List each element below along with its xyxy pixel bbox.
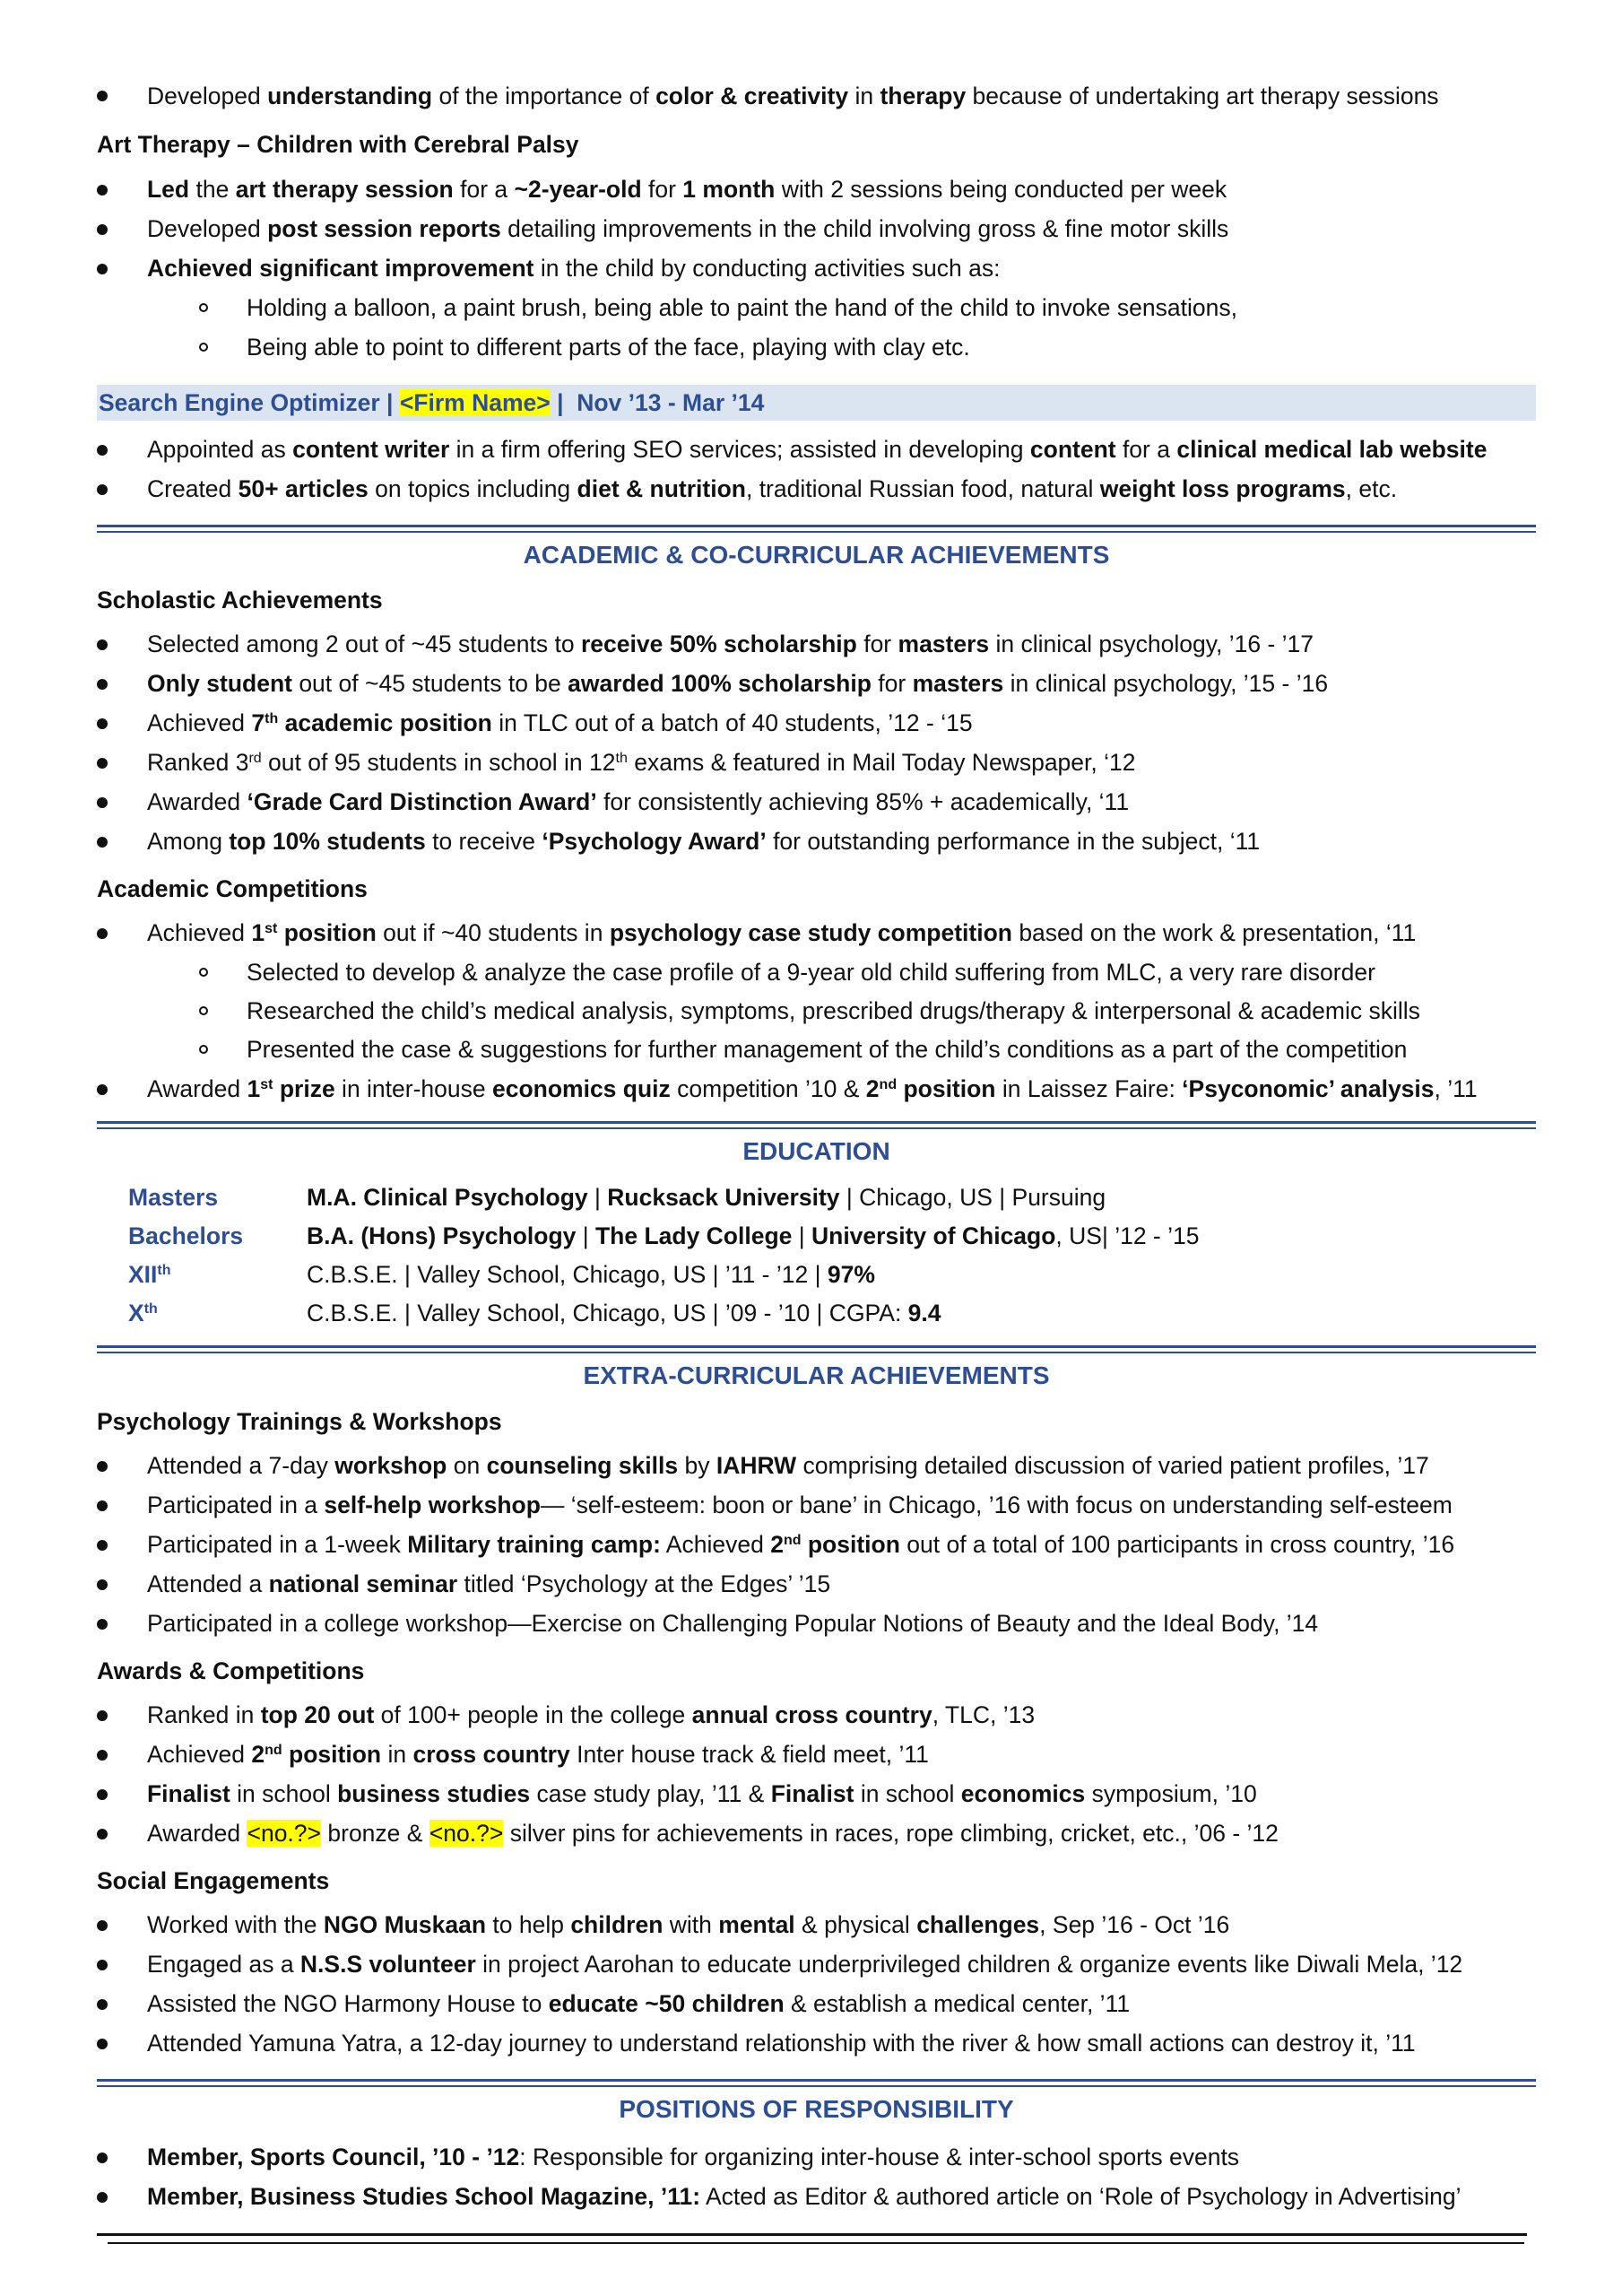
text-run: for outstanding performance in the subject, ‘11 <box>766 828 1261 855</box>
bold-text: Rucksack University <box>607 1184 840 1211</box>
bold-text: 97% <box>827 1261 875 1288</box>
competitions-heading: Academic Competitions <box>97 875 368 902</box>
footer-rule <box>108 2242 1524 2244</box>
scholastic-bullet <box>147 624 1314 664</box>
text-run: , traditional Russian food, natural <box>745 475 1100 502</box>
section-divider <box>97 1352 1536 1353</box>
text-run: out of 95 students in school in 12 <box>261 749 616 776</box>
bullet-icon <box>97 1829 108 1839</box>
text-run: : Responsible for organizing inter-house & inter-school sports events <box>519 2144 1240 2170</box>
education-level-label: Masters <box>128 1184 219 1211</box>
education-detail <box>307 1293 941 1333</box>
scholastic-bullet <box>147 703 973 743</box>
bullet-icon <box>97 718 108 729</box>
job-title-bar <box>97 385 1536 421</box>
competition-bullet <box>147 913 1416 952</box>
text-run: symposium, ’10 <box>1085 1780 1257 1807</box>
social-bullet <box>147 1984 1130 2023</box>
job-title: Search Engine Optimizer | <box>99 389 400 416</box>
text-run: detailing improvements in the child involving gross & fine motor skills <box>500 215 1229 242</box>
bullet-icon <box>97 1500 108 1511</box>
bold-text: 1 <box>251 919 265 946</box>
text-run: in project Aarohan to educate underprivileged children & organize events like Diwali Mela, ’12 <box>475 1951 1463 1978</box>
bullet-icon <box>97 224 108 235</box>
placeholder-highlight: <no.?> <box>247 1820 322 1847</box>
bullet-icon <box>97 2039 108 2049</box>
bold-text: 1 month <box>682 176 776 203</box>
bullet-icon <box>97 1920 108 1931</box>
text-run: | <box>587 1184 608 1211</box>
text-run: with 2 sessions being conducted per week <box>775 176 1227 203</box>
text-run: & physical <box>794 1911 917 1938</box>
bold-text: position <box>801 1531 900 1558</box>
art-therapy-bullet <box>147 170 1227 209</box>
bold-text: th <box>265 711 279 726</box>
text-run: out if ~40 students in <box>376 919 610 946</box>
scholastic-heading: Scholastic Achievements <box>97 587 383 613</box>
bold-text: therapy <box>880 83 967 109</box>
bold-text: nd <box>783 1533 802 1548</box>
text-run: out of a total of 100 participants in cross country, ’16 <box>899 1531 1455 1558</box>
bold-text: 2 <box>770 1531 784 1558</box>
bold-text: content writer <box>292 436 450 463</box>
bullet-icon <box>97 1960 108 1970</box>
text-run: Developed <box>147 215 268 242</box>
text-run: for <box>856 631 898 657</box>
text-run: in school <box>854 1780 961 1807</box>
education-level-label: XIIth <box>128 1261 171 1288</box>
text-run: th <box>615 751 628 766</box>
training-bullet <box>147 1604 1318 1643</box>
scholastic-bullet <box>147 664 1328 703</box>
art-therapy-bullet <box>147 209 1228 248</box>
bold-text: st <box>260 1077 273 1092</box>
bold-text: Member, Sports Council, ’10 - ’12 <box>147 2144 520 2170</box>
sub-bullet-icon <box>199 343 208 352</box>
bold-text: business studies <box>337 1780 531 1807</box>
text-run: for <box>871 670 913 697</box>
text-run: Attended a <box>147 1570 269 1597</box>
text-run: | Chicago, US | Pursuing <box>839 1184 1106 1211</box>
training-bullet <box>147 1564 830 1604</box>
text-run: the <box>189 176 236 203</box>
bold-text: top 10% students <box>229 828 426 855</box>
bullet-icon <box>97 758 108 769</box>
social-heading: Social Engagements <box>97 1867 330 1894</box>
social-bullet <box>147 1905 1229 1944</box>
award-bullet <box>147 1695 1035 1735</box>
bold-text: economics quiz <box>491 1075 671 1102</box>
scholastic-bullet <box>147 782 1129 822</box>
seo-bullet <box>147 469 1397 509</box>
footer-rule <box>97 2233 1527 2236</box>
text-run: Ranked 3 <box>147 749 249 776</box>
section-divider <box>97 531 1536 533</box>
bullet-icon <box>97 837 108 848</box>
social-bullet <box>147 1944 1462 1984</box>
text-run: competition ’10 & <box>670 1075 866 1102</box>
text-run: Attended a 7-day <box>147 1452 335 1479</box>
text-run: in <box>848 83 880 109</box>
seo-bullet <box>147 430 1487 469</box>
text-run: Appointed as <box>147 436 293 463</box>
text-run: Awarded <box>147 788 247 815</box>
bold-text: University of Chicago <box>811 1222 1056 1249</box>
text-run: Ranked in <box>147 1701 261 1728</box>
award-bullet <box>147 1735 929 1774</box>
text-run: Selected among 2 out of ~45 students to <box>147 631 581 657</box>
text-run: in school <box>230 1780 338 1807</box>
text-run: comprising detailed discussion of varied patient profiles, ’17 <box>796 1452 1429 1479</box>
bold-text: position <box>897 1075 996 1102</box>
bold-text: 2 <box>865 1075 880 1102</box>
bold-text: art therapy session <box>235 176 454 203</box>
art-therapy-sub-bullet: Being able to point to different parts of the face, playing with clay etc. <box>247 334 970 361</box>
bullet-icon <box>97 1999 108 2010</box>
text-run: in clinical psychology, ’15 - ’16 <box>1003 670 1329 697</box>
text-run: of 100+ people in the college <box>374 1701 692 1728</box>
text-run: by <box>678 1452 716 1479</box>
bullet-icon <box>97 1789 108 1800</box>
bullet-icon <box>97 1084 108 1095</box>
bold-text: workshop <box>334 1452 447 1479</box>
bullet-icon <box>97 928 108 939</box>
award-bullet <box>147 1774 1257 1813</box>
bullet-icon <box>97 1750 108 1761</box>
bold-text: Finalist <box>147 1780 230 1807</box>
text-run: Participated in a college workshop—Exercise on Challenging Popular Notions of Beauty and the Ideal Body, ’14 <box>147 1610 1319 1637</box>
bullet-icon <box>97 639 108 650</box>
bold-text: N.S.S volunteer <box>299 1951 476 1978</box>
education-section-title: EDUCATION <box>742 1137 890 1165</box>
text-run: Attended Yamuna Yatra, a 12-day journey to understand relationship with the river & how small actions can destroy it, ’11 <box>147 2030 1416 2057</box>
bold-text: self-help workshop <box>324 1492 541 1518</box>
bold-text: Member, Business Studies School Magazine, ’11: <box>147 2183 701 2210</box>
text-run: rd <box>248 751 262 766</box>
text-run: for a <box>1115 436 1177 463</box>
text-run: Achieved <box>147 919 252 946</box>
education-detail <box>307 1178 1106 1217</box>
text-run: bronze & <box>321 1820 429 1847</box>
text-run: & establish a medical center, ’11 <box>784 1990 1131 2017</box>
extra-section-title: EXTRA-CURRICULAR ACHIEVEMENTS <box>583 1361 1050 1389</box>
bold-text: counseling skills <box>486 1452 679 1479</box>
bullet-icon <box>97 1619 108 1630</box>
bullet-icon <box>97 91 108 101</box>
text-run: Acted as Editor & authored article on ‘Role of Psychology in Advertising’ <box>700 2183 1462 2210</box>
bold-text: color & creativity <box>655 83 849 109</box>
bold-text: masters <box>898 631 990 657</box>
bold-text: diet & nutrition <box>577 475 746 502</box>
bold-text: position <box>282 1741 382 1768</box>
text-run: Worked with the <box>147 1911 324 1938</box>
text-run: case study play, ’11 & <box>530 1780 771 1807</box>
text-run: exams & featured in Mail Today Newspaper, ‘12 <box>627 749 1136 776</box>
education-detail <box>307 1216 1199 1256</box>
text-run: in a firm offering SEO services; assisted in developing <box>449 436 1030 463</box>
bold-text: children <box>570 1911 664 1938</box>
bullet-icon <box>97 1579 108 1590</box>
education-detail <box>307 1255 875 1294</box>
bold-text: receive 50% scholarship <box>580 631 857 657</box>
bold-text: academic position <box>278 709 492 736</box>
competition-bullet <box>147 1069 1478 1109</box>
academic-section-title: ACADEMIC & CO-CURRICULAR ACHIEVEMENTS <box>523 541 1110 569</box>
text-run: silver pins for achievements in races, rope climbing, cricket, etc., ’06 - ’12 <box>503 1820 1279 1847</box>
text-run: Developed <box>147 83 268 109</box>
competition-sub-bullet: Presented the case & suggestions for further management of the child’s conditions as a part of the competition <box>247 1036 1408 1063</box>
section-divider <box>97 2079 1536 2082</box>
bold-text: annual cross country <box>691 1701 932 1728</box>
bullet-icon <box>97 445 108 456</box>
text-run: for <box>641 176 683 203</box>
text-run: , Sep ’16 - Oct ’16 <box>1039 1911 1230 1938</box>
award-bullet <box>147 1813 1279 1853</box>
text-run: in Laissez Faire: <box>995 1075 1183 1102</box>
text-run: , US| ’12 - ’15 <box>1055 1222 1200 1249</box>
bullet-icon <box>97 2192 108 2203</box>
text-run: in inter-house <box>334 1075 492 1102</box>
text-run: in TLC out of a batch of 40 students, ’12 - ‘15 <box>491 709 973 736</box>
bold-text: B.A. (Hons) Psychology <box>307 1222 577 1249</box>
bold-text: post session reports <box>267 215 501 242</box>
text-run: Assisted the NGO Harmony House to <box>147 1990 549 2017</box>
bold-text: prize <box>273 1075 335 1102</box>
section-divider <box>97 1127 1536 1129</box>
position-bullet <box>147 2137 1239 2177</box>
bold-text: ~2-year-old <box>514 176 642 203</box>
text-run: Achieved <box>147 1741 252 1768</box>
bold-text: Achieved significant improvement <box>147 255 534 282</box>
social-bullet <box>147 2023 1416 2063</box>
job-dates: | Nov ’13 - Mar ’14 <box>550 389 765 416</box>
bold-text: psychology case study competition <box>609 919 1012 946</box>
bold-text: awarded 100% scholarship <box>568 670 872 697</box>
text-run: on <box>447 1452 487 1479</box>
section-divider <box>97 1121 1536 1124</box>
bold-text: 9.4 <box>907 1300 941 1326</box>
text-run: Participated in a <box>147 1492 325 1518</box>
bold-text: challenges <box>916 1911 1040 1938</box>
text-run: in <box>381 1741 413 1768</box>
top-bullet-text <box>147 76 1439 116</box>
text-run: in the child by conducting activities such as: <box>533 255 1001 282</box>
awards-heading: Awards & Competitions <box>97 1657 365 1684</box>
bold-text: 7 <box>251 709 265 736</box>
text-run: Achieved <box>147 709 252 736</box>
text-run: of the importance of <box>432 83 656 109</box>
bold-text: Military training camp: <box>407 1531 661 1558</box>
training-bullet <box>147 1446 1429 1485</box>
text-run: Engaged as a <box>147 1951 300 1978</box>
placeholder-highlight: <no.?> <box>429 1820 504 1847</box>
text-run: Inter house track & field meet, ’11 <box>569 1741 929 1768</box>
bullet-icon <box>97 264 108 274</box>
bullet-icon <box>97 1710 108 1721</box>
sub-bullet-icon <box>199 303 208 312</box>
bold-text: position <box>277 919 377 946</box>
bold-text: Led <box>147 176 190 203</box>
text-run: | <box>576 1222 595 1249</box>
text-run: Awarded <box>147 1075 247 1102</box>
scholastic-bullet <box>147 743 1135 782</box>
text-run: in clinical psychology, ’16 - ’17 <box>989 631 1314 657</box>
text-run: Achieved <box>660 1531 771 1558</box>
sub-bullet-icon <box>199 968 208 977</box>
text-run: on topics including <box>368 475 577 502</box>
text-run: C.B.S.E. | Valley School, Chicago, US | ’09 - ’10 | CGPA: <box>307 1300 908 1326</box>
text-run: for a <box>453 176 515 203</box>
bold-text: IAHRW <box>716 1452 797 1479</box>
bold-text: st <box>265 921 278 936</box>
bold-text: cross country <box>412 1741 570 1768</box>
bold-text: mental <box>718 1911 795 1938</box>
bold-text: top 20 out <box>260 1701 375 1728</box>
education-level-label: Xth <box>128 1300 158 1326</box>
bullet-icon <box>97 484 108 495</box>
bold-text: national seminar <box>268 1570 458 1597</box>
section-divider <box>97 525 1536 527</box>
text-run: titled ‘Psychology at the Edges’ ’15 <box>457 1570 831 1597</box>
training-bullet <box>147 1525 1454 1564</box>
text-run: , TLC, ’13 <box>932 1701 1036 1728</box>
bullet-icon <box>97 797 108 808</box>
bold-text: clinical medical lab website <box>1176 436 1488 463</box>
bold-text: M.A. Clinical Psychology <box>307 1184 588 1211</box>
bullet-icon <box>97 185 108 196</box>
bold-text: ‘Psychology Award’ <box>542 828 767 855</box>
bold-text: masters <box>912 670 1004 697</box>
art-therapy-sub-bullet: Holding a balloon, a paint brush, being able to paint the hand of the child to invoke sensations, <box>247 294 1237 321</box>
positions-section-title: POSITIONS OF RESPONSIBILITY <box>619 2095 1014 2123</box>
bold-text: 1 <box>247 1075 261 1102</box>
competition-sub-bullet: Researched the child’s medical analysis, symptoms, prescribed drugs/therapy & interpersonal & academic skills <box>247 997 1420 1024</box>
bold-text: nd <box>879 1077 898 1092</box>
trainings-heading: Psychology Trainings & Workshops <box>97 1408 502 1435</box>
text-run: Created <box>147 475 239 502</box>
text-run: because of undertaking art therapy sessions <box>966 83 1439 109</box>
sub-bullet-icon <box>199 1006 208 1015</box>
text-run: C.B.S.E. | Valley School, Chicago, US | ’11 - ’12 | <box>307 1261 828 1288</box>
text-run: , ’11 <box>1434 1075 1478 1102</box>
bullet-icon <box>97 2152 108 2163</box>
text-run: for consistently achieving 85% + academically, ‘11 <box>596 788 1130 815</box>
bold-text: The Lady College <box>594 1222 793 1249</box>
bold-text: ‘Psyconomic’ analysis <box>1182 1075 1435 1102</box>
text-run: — ‘self-esteem: boon or bane’ in Chicago, ’16 with focus on understanding self-esteem <box>540 1492 1453 1518</box>
bold-text: understanding <box>267 83 433 109</box>
bullet-icon <box>97 1540 108 1551</box>
training-bullet <box>147 1485 1453 1525</box>
text-run: | <box>792 1222 811 1249</box>
position-bullet <box>147 2177 1462 2216</box>
bold-text: 50+ articles <box>238 475 369 502</box>
bold-text: NGO Muskaan <box>323 1911 487 1938</box>
text-run: Awarded <box>147 1820 247 1847</box>
sub-bullet-icon <box>199 1045 208 1054</box>
art-therapy-bullet <box>147 248 1000 288</box>
text-run: based on the work & presentation, ‘11 <box>1011 919 1417 946</box>
bold-text: ‘Grade Card Distinction Award’ <box>247 788 597 815</box>
text-run: with <box>663 1911 719 1938</box>
bullet-icon <box>97 679 108 690</box>
text-run: , etc. <box>1345 475 1398 502</box>
bold-text: 2 <box>251 1741 265 1768</box>
text-run: to help <box>486 1911 571 1938</box>
competition-sub-bullet: Selected to develop & analyze the case profile of a 9-year old child suffering from MLC, a very rare disorder <box>247 959 1375 986</box>
education-level-label: Bachelors <box>128 1222 244 1249</box>
bold-text: Finalist <box>770 1780 854 1807</box>
bold-text: economics <box>960 1780 1086 1807</box>
section-divider <box>97 2085 1536 2087</box>
art-therapy-heading: Art Therapy – Children with Cerebral Palsy <box>97 131 579 158</box>
bullet-icon <box>97 1461 108 1472</box>
text-run: Among <box>147 828 230 855</box>
text-run: Participated in a 1-week <box>147 1531 408 1558</box>
bold-text: content <box>1029 436 1116 463</box>
section-divider <box>97 1345 1536 1348</box>
bold-text: Only student <box>147 670 292 697</box>
bold-text: educate ~50 children <box>548 1990 785 2017</box>
bold-text: weight loss programs <box>1099 475 1346 502</box>
scholastic-bullet <box>147 822 1260 861</box>
firm-name-placeholder: <Firm Name> <box>399 389 551 416</box>
text-run: out of ~45 students to be <box>291 670 568 697</box>
text-run: to receive <box>425 828 542 855</box>
bold-text: nd <box>265 1743 282 1758</box>
